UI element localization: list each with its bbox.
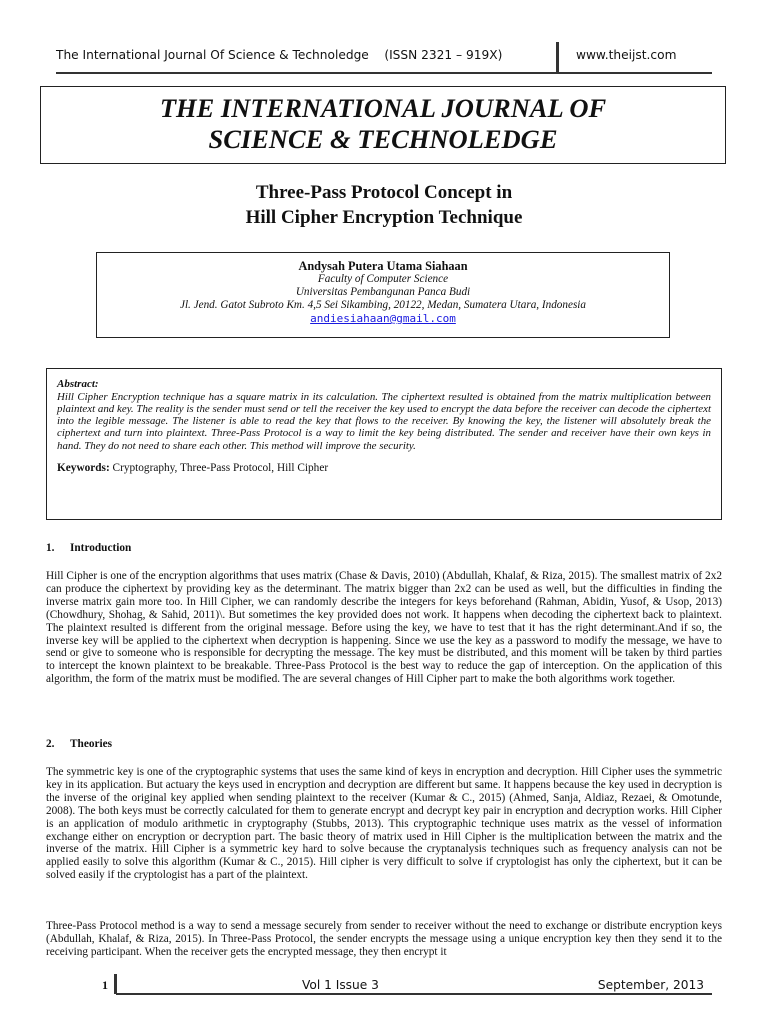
author-email-link[interactable]: andiesiahaan@gmail.com — [310, 312, 456, 325]
author-university: Universitas Pembangunan Panca Budi — [295, 286, 471, 298]
footer-rule — [116, 993, 712, 995]
issue-date: September, 2013 — [597, 978, 704, 992]
footer-divider — [114, 974, 117, 994]
keywords — [57, 462, 711, 475]
section-title: Introduction — [70, 542, 132, 554]
header-rule — [56, 72, 712, 74]
author-faculty: Faculty of Computer Science — [317, 273, 449, 285]
abstract-label: Abstract: — [57, 378, 99, 390]
section-heading-introduction — [46, 542, 131, 555]
theories-paragraph-2: Three-Pass Protocol method is a way to send a message securely from sender to receiver without the need to exchange or distribute encryption keys (Abdullah, Khalaf, & Riza, 2015). In Three-Pass Protocol, the sender encrypts the message using a unique encryption key then they send it to the receiving participant. When the receiver gets the encrypted message, they then encrypt it — [46, 920, 722, 958]
section-title: Theories — [70, 738, 113, 750]
abstract-box — [46, 368, 722, 520]
running-header — [56, 48, 712, 78]
paper-title — [0, 180, 768, 230]
journal-masthead — [40, 86, 726, 164]
header-divider — [556, 42, 559, 72]
masthead-line-1: THE INTERNATIONAL JOURNAL OF — [159, 93, 607, 123]
introduction-paragraph: Hill Cipher is one of the encryption algorithms that uses matrix (Chase & Davis, 2010) (Abdullah, Khalaf, & Riza, 2015). The smallest matrix of 2x2 can produce the ciphertext by providing key as the determinant. The matrix bigger than 2x2 can be used as well, but the difficulties in finding the inverse matrix gain more too. In Hill Cipher, we can randomly describe the integers for keys beforehand (Rahman, Abidin, Yusof, & Usop, 2013) (Chowdhury, Shohag, & Sahid, 2011)\. But sometimes the key provided does not work. It happens when decoding the ciphertext back to plaintext. The plaintext resulted is different from the original message. Before using the key, we have to test that it has the right determinant.And if so, the inverse key will be applied to the ciphertext when decryption is happening. Since we use the key as a password to modify the message, we have to send or give to someone who is responsible for decrypting the message. The key must be distributed, and this moment will be taken by third parties to intercept the known plaintext to be breakable. Three-Pass Protocol is the best way to reduce the gap of interception. On the application of this algorithm, the form of the matrix must be modified. The are several changes of Hill Cipher part to make the both algorithms work together. — [46, 570, 722, 686]
author-address: Jl. Jend. Gatot Subroto Km. 4,5 Sei Sikambing, 20122, Medan, Sumatera Utara, Indonesia — [179, 299, 587, 311]
section-number: 1. — [46, 542, 55, 554]
theories-paragraph-1: The symmetric key is one of the cryptographic systems that uses the same kind of keys in encryption and decryption. Hill Cipher uses the symmetric key in its application. But actuary the keys used in encryption and decryption are different but same. It happens because the key used in decryption is the inverse of the original key applied when sending plaintext to the receiver (Kumar & C., 2015) (Ahmed, Sanja, Aldiaz, Rezaei, & Omotunde, 2008). The both keys must be correctly calculated for them to generate encrypt and decrypt key pair in encryption and decryption works. Hill Cipher is an application of modulo arithmetic in cryptography (Stubbs, 2013). This cryptographic technique uses matrix as the vessel of information exchange either on encryption or decryption part. The basic theory of matrix used in Hill Cipher is the multiplication between the matrix and the inverse of the matrix. Hill Cipher is a symmetric key hard to solve because the cryptanalysis techniques such as frequency analysis can not be applied easily to solve this algorithm (Kumar & C., 2015). Hill cipher is very difficult to solve if cryptologist has only the ciphertext, but it can be solved easily if the cryptologist has a part of the plaintext. — [46, 766, 722, 882]
page-footer — [88, 978, 712, 1000]
keywords-text: Cryptography, Three-Pass Protocol, Hill Cipher — [109, 461, 329, 474]
author-name: Andysah Putera Utama Siahaan — [298, 259, 468, 273]
running-header-issn: (ISSN 2321 – 919X) — [384, 48, 503, 62]
page-number: 1 — [102, 978, 108, 992]
volume-issue: Vol 1 Issue 3 — [302, 978, 379, 992]
keywords-label: Keywords: — [57, 461, 110, 474]
journal-url: www.theijst.com — [576, 48, 677, 62]
running-header-journal: The International Journal Of Science & Technoledge (ISSN 2321 – 919X) — [56, 48, 503, 62]
section-heading-theories — [46, 738, 112, 751]
section-number: 2. — [46, 738, 55, 750]
paper-title-line-2: Hill Cipher Encryption Technique — [245, 207, 523, 228]
author-box — [96, 252, 670, 338]
paper-title-line-1: Three-Pass Protocol Concept in — [255, 182, 513, 203]
masthead-line-2: SCIENCE & TECHNOLEDGE — [208, 124, 558, 154]
abstract-text: Hill Cipher Encryption technique has a square matrix in its calculation. The ciphertext resulted is obtained from the matrix multiplication between plaintext and key. The reality is the sender must send or tell the receiver the key used to encrypt the data before the receiver can decode the ciphertext into the legible message. The listener is able to read the key that flows to the receiver. By knowing the key, the listener will absolutely break the ciphertext and turn into plaintext. Three-Pass Protocol is a way to limit the key being distributed. The sender and receiver have their own keys in hand. They do not need to share each other. This method will improve the security. — [57, 390, 711, 452]
